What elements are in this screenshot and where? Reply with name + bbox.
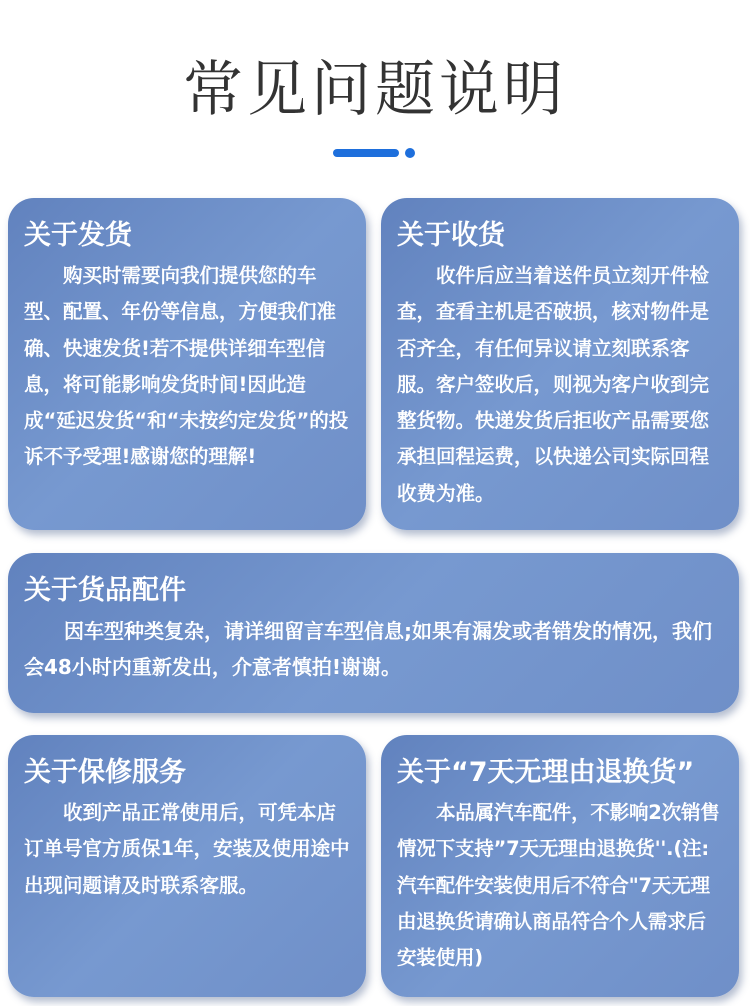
faq-card-title: 关于保修服务 — [24, 757, 186, 788]
faq-card-body: 收到产品正常使用后，可凭本店订单号官方质保1年，安装及使用途中出现问题请及时联系客服。 — [24, 801, 350, 897]
title-underline-bar — [333, 149, 399, 157]
faq-card-body: 收件后应当着送件员立刻开件检查，查看主机是否破损，核对物件是否齐全，有任何异议请立刻联系客服。客户签收后，则视为客户收到完整货物。快递发货后拒收产品需要您承担回程运费，以快递公司实际回程收费为准。 — [397, 264, 710, 505]
title-underline-dot — [405, 148, 415, 158]
faq-card-title: 关于“7天无理由退换货” — [397, 757, 695, 788]
faq-card-return — [381, 735, 739, 997]
faq-card-title: 关于货品配件 — [24, 575, 186, 606]
faq-card-body: 本品属汽车配件，不影响2次销售情况下支持”7天无理由退换货''.(注:汽车配件安装使用后不符合"7天无理由退换货请确认商品符合个人需求后安装使用) — [397, 801, 720, 970]
faq-card-warranty — [8, 735, 366, 997]
faq-card-parts — [8, 553, 739, 713]
faq-card-title: 关于收货 — [397, 220, 505, 251]
faq-card-body: 购买时需要向我们提供您的车型、配置、年份等信息，方便我们准确、快速发货!若不提供详细车型信息，将可能影响发货时间!因此造成“延迟发货“和“未按约定发货”的投诉不予受理!感谢您的理解! — [24, 264, 349, 469]
page-title: 常见问题说明 — [183, 55, 567, 125]
faq-card-shipping — [8, 198, 366, 530]
faq-card-body: 因车型种类复杂，请详细留言车型信息;如果有漏发或者错发的情况，我们会48小时内重新发出，介意者慎拍!谢谢。 — [24, 619, 712, 680]
faq-card-title: 关于发货 — [24, 220, 132, 251]
faq-card-receiving — [381, 198, 739, 530]
